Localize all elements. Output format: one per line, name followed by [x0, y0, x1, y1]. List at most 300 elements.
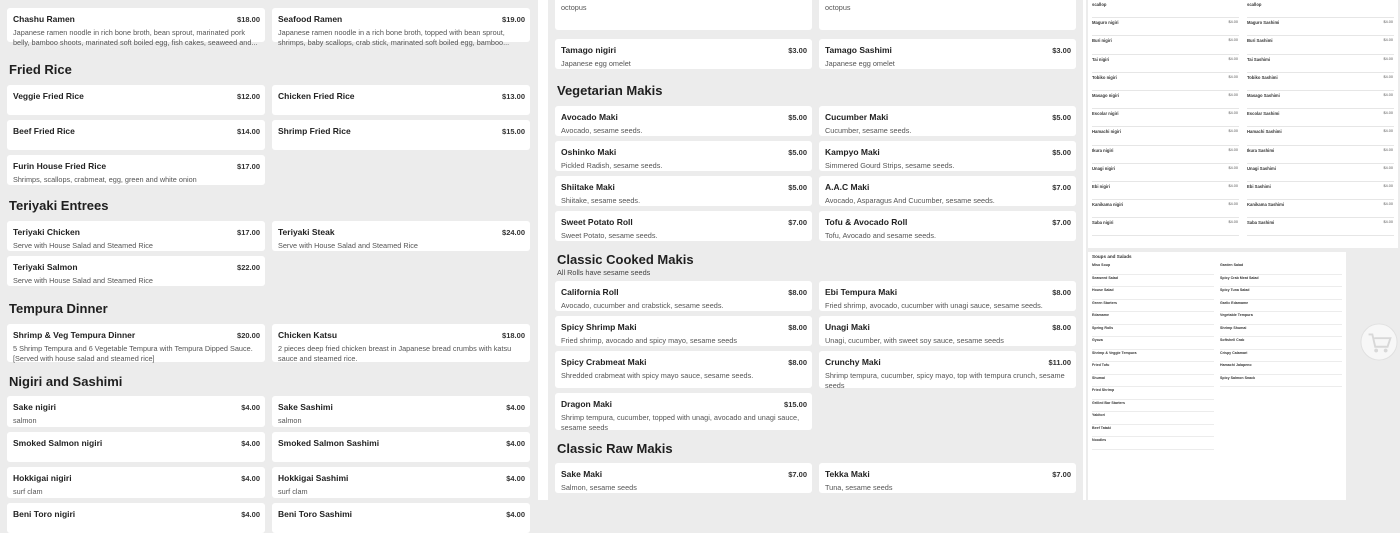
thumbnail-nigiri-sheet	[1088, 0, 1398, 248]
thumbnail-starter-item[interactable]	[1092, 375, 1214, 388]
item-desc: Serve with House Salad and Steamed Rice	[13, 276, 153, 285]
item-price: $17.00	[237, 162, 260, 171]
item-desc: Cucumber, sesame seeds.	[825, 126, 912, 135]
thumbnail-item-price: $4.00	[1228, 111, 1238, 116]
item-desc: Shrimp tempura, cucumber, topped with unagi, avocado and unagi sauce, sesame seeds	[561, 413, 800, 432]
item-name: Spicy Crabmeat Maki	[561, 357, 647, 367]
thumbnail-starter-item[interactable]	[1220, 350, 1342, 363]
thumbnail-starter-item[interactable]	[1092, 412, 1214, 425]
thumbnail-starter-item[interactable]	[1092, 437, 1214, 450]
section-title-teriyaki: Teriyaki Entrees	[9, 198, 109, 213]
thumbnail-item-name: scallop	[1247, 2, 1262, 7]
thumbnail-starter-name: Green Starters	[1092, 300, 1117, 305]
thumbnail-item-name: Ikura nigiri	[1092, 147, 1114, 153]
item-price: $19.00	[502, 15, 525, 24]
thumbnail-item[interactable]	[1092, 182, 1239, 200]
thumbnail-starter-item[interactable]	[1220, 337, 1342, 350]
item-desc: Shrimp tempura, cucumber, spicy mayo, top with tempura crunch, sesame seeds	[825, 371, 1065, 390]
thumbnail-item-name: scallop	[1092, 2, 1107, 7]
thumbnail-item[interactable]	[1247, 18, 1394, 36]
item-price: $8.00	[1052, 323, 1071, 332]
menu-item-card[interactable]	[7, 467, 265, 498]
thumbnail-item-price: $4.00	[1228, 74, 1238, 79]
item-price: $4.00	[506, 439, 525, 448]
thumbnail-item-name: Ikura Sashimi	[1247, 147, 1275, 153]
thumbnail-item-name: Escolar nigiri	[1092, 111, 1119, 117]
menu-item-card[interactable]	[555, 281, 812, 311]
item-desc: Unagi, cucumber, with sweet soy sauce, sesame seeds	[825, 336, 1004, 345]
menu-thumbnail-panel	[1086, 0, 1400, 500]
thumbnail-item-name: Tobiko nigiri	[1092, 74, 1117, 80]
thumbnail-starter-name: Spicy Tuna Salad	[1220, 288, 1250, 292]
menu-item-card[interactable]	[272, 120, 530, 150]
item-name: Crunchy Maki	[825, 357, 881, 367]
thumbnail-item[interactable]	[1092, 18, 1239, 36]
item-desc: Shiitake, sesame seeds.	[561, 196, 641, 205]
item-desc: surf clam	[13, 487, 43, 496]
item-desc: surf clam	[278, 487, 308, 496]
item-name: Tamago Sashimi	[825, 45, 892, 55]
thumbnail-item-name: Tobiko Sashimi	[1247, 74, 1278, 80]
section-title-nigiri: Nigiri and Sashimi	[9, 374, 123, 389]
menu-item-card[interactable]	[555, 141, 812, 171]
item-name: Dragon Maki	[561, 399, 613, 409]
thumbnail-item[interactable]	[1247, 218, 1394, 236]
thumbnail-item[interactable]	[1247, 55, 1394, 73]
item-name: Shrimp Fried Rice	[278, 126, 351, 136]
item-price: $18.00	[237, 15, 260, 24]
menu-item-card[interactable]	[7, 85, 265, 115]
section-title-fried-rice: Fried Rice	[9, 62, 72, 77]
thumbnail-item-name: Maguro Sashimi	[1247, 20, 1280, 26]
item-price: $5.00	[788, 113, 807, 122]
menu-item-card[interactable]	[7, 120, 265, 150]
tempura-grid	[7, 324, 530, 362]
thumbnail-item[interactable]	[1247, 182, 1394, 200]
thumbnail-section-title: Soups and Salads	[1092, 254, 1132, 259]
thumbnail-starter-name: Spicy Salmon Snack	[1220, 375, 1256, 380]
thumbnail-starter-item[interactable]	[1220, 312, 1342, 325]
section-title-raw: Classic Raw Makis	[557, 441, 673, 456]
item-desc: Tofu, Avocado and sesame seeds.	[825, 231, 937, 240]
thumbnail-item[interactable]	[1092, 36, 1239, 54]
thumbnail-starter-name: Shrimp Shumai	[1220, 325, 1247, 330]
thumbnail-item[interactable]	[1247, 36, 1394, 54]
menu-item-card[interactable]	[555, 0, 812, 30]
item-name: Teriyaki Chicken	[13, 227, 80, 237]
thumbnail-starter-name: Yakitori	[1092, 413, 1105, 417]
item-price: $4.00	[506, 510, 525, 519]
item-name: Ebi Tempura Maki	[825, 287, 898, 297]
menu-item-card[interactable]	[819, 351, 1076, 388]
thumbnail-item-name: Hamachi Sashimi	[1247, 129, 1282, 135]
menu-item-card[interactable]	[819, 176, 1076, 206]
thumbnail-starter-name: Fried Shrimp	[1092, 388, 1115, 392]
thumbnail-starter-item[interactable]	[1220, 275, 1342, 288]
thumbnail-item-price: $4.00	[1228, 165, 1238, 170]
thumbnail-starter-name: Grilled Bar Starters	[1092, 400, 1125, 405]
thumbnail-item-name: Buri Sashimi	[1247, 38, 1273, 44]
menu-item-card[interactable]	[555, 39, 812, 69]
item-name: Hokkigai Sashimi	[278, 473, 349, 483]
item-desc: Avocado, Asparagus And Cucumber, sesame seeds.	[825, 196, 995, 205]
item-price: $13.00	[502, 92, 525, 101]
item-desc: Japanese egg omelet	[825, 59, 895, 68]
thumbnail-starter-name: Shrimp & Veggie Tempura	[1092, 350, 1137, 355]
item-price: $20.00	[237, 331, 260, 340]
thumbnail-starter-name: Beef Tataki	[1092, 425, 1111, 430]
item-desc: Japanese ramen noodle in rich bone broth, bean sprout, marinated pork belly, bamboo shoots, marinated soft boiled egg, fish cakes, seaweed and...	[13, 28, 258, 47]
thumbnail-item-name: Kanikama Sashimi	[1247, 202, 1285, 208]
menu-item-card[interactable]	[7, 324, 265, 362]
item-price: $7.00	[788, 470, 807, 479]
thumbnail-starter-item[interactable]	[1220, 287, 1342, 300]
thumbnail-starter-item[interactable]	[1220, 325, 1342, 338]
item-name: Beni Toro nigiri	[13, 509, 76, 519]
item-desc: 2 pieces deep fried chicken breast in Japanese bread crumbs with katsu sauce and steamed rice.	[278, 344, 512, 363]
empty-card-slot	[819, 393, 1076, 430]
item-name: Beef Fried Rice	[13, 126, 75, 136]
item-price: $3.00	[788, 46, 807, 55]
menu-item-card[interactable]	[555, 351, 812, 388]
menu-item-card[interactable]	[555, 316, 812, 346]
item-price: $15.00	[784, 400, 807, 409]
section-title-cooked: Classic Cooked Makis	[557, 252, 694, 267]
menu-item-card[interactable]	[555, 106, 812, 136]
thumbnail-item-price: $4.00	[1383, 147, 1393, 152]
thumbnail-starter-item[interactable]	[1092, 350, 1214, 363]
item-name: Teriyaki Salmon	[13, 262, 78, 272]
item-desc: salmon	[13, 416, 37, 425]
thumbnail-item[interactable]	[1247, 91, 1394, 109]
thumbnail-item[interactable]	[1247, 146, 1394, 164]
thumbnail-item-name: Masago Sashimi	[1247, 92, 1280, 98]
item-price: $4.00	[241, 510, 260, 519]
thumbnail-item[interactable]	[1092, 73, 1239, 91]
menu-item-card[interactable]	[7, 8, 265, 47]
thumbnail-item-price: $4.00	[1228, 129, 1238, 134]
item-price: $18.00	[502, 331, 525, 340]
item-desc: Japanese ramen noodle in a rich bone broth, topped with bean sprout, shrimps, baby scallops, crab stick, marinated soft boiled egg, bamboo...	[278, 28, 510, 47]
item-name: Cucumber Maki	[825, 112, 889, 122]
thumbnail-starter-name: Softshell Crab	[1220, 338, 1245, 342]
thumbnail-starter-item[interactable]	[1092, 362, 1214, 375]
item-price: $15.00	[502, 127, 525, 136]
thumbnail-item-name: Ebi Sashimi	[1247, 183, 1271, 189]
item-desc: Pickled Radish, sesame seeds.	[561, 161, 663, 170]
menu-item-card[interactable]	[272, 467, 530, 498]
item-price: $5.00	[1052, 113, 1071, 122]
thumbnail-item[interactable]	[1247, 0, 1394, 18]
thumbnail-item[interactable]	[1247, 200, 1394, 218]
thumbnail-item[interactable]	[1092, 200, 1239, 218]
item-price: $7.00	[788, 218, 807, 227]
thumbnail-item-price: $4.00	[1383, 183, 1393, 188]
thumbnail-item-name: Kanikama nigiri	[1092, 202, 1124, 208]
thumbnail-item-price: $4.00	[1383, 111, 1393, 116]
thumbnail-item-price: $4.00	[1383, 92, 1393, 97]
item-name: Teriyaki Steak	[278, 227, 335, 237]
item-desc: Salmon, sesame seeds	[561, 483, 637, 492]
item-name: Chicken Fried Rice	[278, 91, 355, 101]
shopping-cart-icon[interactable]	[1360, 322, 1398, 362]
thumbnail-starter-item[interactable]	[1092, 337, 1214, 350]
thumbnail-starter-name: Noodles	[1092, 438, 1107, 442]
thumbnail-item-price: $4.00	[1228, 183, 1238, 188]
item-desc: Fried shrimp, avocado, cucumber with unagi sauce, sesame seeds.	[825, 301, 1043, 310]
item-desc: Serve with House Salad and Steamed Rice	[278, 241, 418, 250]
thumbnail-starter-name: Garlic Edamame	[1220, 300, 1249, 305]
menu-item-card[interactable]	[272, 85, 530, 115]
thumbnail-starter-item[interactable]	[1092, 400, 1214, 413]
thumbnail-item-price: $4.00	[1383, 220, 1393, 225]
thumbnail-item[interactable]	[1247, 127, 1394, 145]
menu-item-card[interactable]	[555, 393, 812, 430]
thumbnail-item-price: $4.00	[1228, 56, 1238, 61]
item-name: Smoked Salmon nigiri	[13, 438, 103, 448]
nigiri-grid	[7, 396, 530, 533]
thumbnail-item-name: Masago nigiri	[1092, 92, 1119, 98]
section-subtitle-cooked: All Rolls have sesame seeds	[557, 268, 651, 277]
item-desc: Japanese egg omelet	[561, 59, 631, 68]
thumbnail-starter-item[interactable]	[1092, 262, 1214, 275]
thumbnail-nigiri-rows	[1088, 0, 1398, 236]
menu-item-card[interactable]	[7, 432, 265, 462]
thumbnail-starter-item[interactable]	[1220, 300, 1342, 313]
item-price: $7.00	[1052, 218, 1071, 227]
menu-item-card[interactable]	[272, 432, 530, 462]
menu-item-card[interactable]	[272, 8, 530, 47]
ramen-grid	[7, 8, 530, 47]
thumbnail-starter-name: Shumai	[1092, 375, 1105, 380]
item-name: Tekka Maki	[825, 469, 870, 479]
thumbnail-item[interactable]	[1247, 164, 1394, 182]
item-name: Oshinko Maki	[561, 147, 617, 157]
thumbnail-starter-item[interactable]	[1220, 362, 1342, 375]
thumbnail-item-name: Saba nigiri	[1092, 220, 1114, 226]
menu-item-card[interactable]	[7, 256, 265, 286]
item-name: Furin House Fried Rice	[13, 161, 107, 171]
thumbnail-starter-item[interactable]	[1092, 325, 1214, 338]
menu-item-card[interactable]	[819, 106, 1076, 136]
panel-divider-left	[538, 0, 548, 500]
item-name: Seafood Ramen	[278, 14, 343, 24]
thumbnail-item-price: $4.00	[1228, 38, 1238, 43]
item-name: Avocado Maki	[561, 112, 618, 122]
menu-item-card[interactable]	[819, 211, 1076, 241]
menu-item-card[interactable]	[555, 463, 812, 493]
item-name: Shiitake Maki	[561, 182, 615, 192]
item-desc: Shrimps, scallops, crabmeat, egg, green and white onion	[13, 175, 197, 184]
menu-item-card[interactable]	[555, 176, 812, 206]
menu-panel-middle	[548, 0, 1083, 500]
item-price: $8.00	[788, 288, 807, 297]
vegetarian-grid	[555, 106, 1076, 241]
item-price: $3.00	[1052, 46, 1071, 55]
menu-item-card[interactable]	[819, 141, 1076, 171]
item-desc: Shredded crabmeat with spicy mayo sauce, sesame seeds.	[561, 371, 754, 380]
thumbnail-item-price: $4.00	[1383, 74, 1393, 79]
item-name: Veggie Fried Rice	[13, 91, 84, 101]
thumbnail-item[interactable]	[1092, 91, 1239, 109]
item-name: Hokkigai nigiri	[13, 473, 72, 483]
cooked-grid	[555, 281, 1076, 430]
item-name: Sake nigiri	[13, 402, 56, 412]
item-desc: 5 Shrimp Tempura and 6 Vegetable Tempura with Tempura Dipped Sauce. [Served with house salad and steamed rice]	[13, 344, 253, 363]
thumbnail-item-name: Ebi nigiri	[1092, 183, 1110, 189]
item-price: $22.00	[237, 263, 260, 272]
item-price: $11.00	[1048, 358, 1071, 367]
menu-item-card[interactable]	[819, 316, 1076, 346]
thumbnail-starter-name: House Salad	[1092, 288, 1114, 292]
teriyaki-grid	[7, 221, 530, 286]
thumbnail-item[interactable]	[1092, 127, 1239, 145]
thumbnail-starter-name: Hamachi Jalapeno	[1220, 363, 1252, 367]
item-name: Spicy Shrimp Maki	[561, 322, 637, 332]
nigiri-continued-grid	[555, 0, 1076, 69]
thumbnail-item[interactable]	[1092, 55, 1239, 73]
item-price: $24.00	[502, 228, 525, 237]
item-price: $8.00	[788, 358, 807, 367]
thumbnail-item-name: Tai nigiri	[1092, 56, 1110, 62]
thumbnail-item-price: $4.00	[1383, 129, 1393, 134]
item-name: Beni Toro Sashimi	[278, 509, 352, 519]
thumbnail-item-name: Saba Sashimi	[1247, 220, 1275, 226]
item-name: Tamago nigiri	[561, 45, 617, 55]
item-price: $5.00	[788, 183, 807, 192]
thumbnail-starters-sheet	[1088, 252, 1346, 500]
thumbnail-starter-item[interactable]	[1092, 387, 1214, 400]
thumbnail-item[interactable]	[1247, 73, 1394, 91]
item-price: $5.00	[788, 148, 807, 157]
thumbnail-item-price: $4.00	[1383, 56, 1393, 61]
menu-item-card[interactable]	[272, 324, 530, 362]
thumbnail-item[interactable]	[1092, 146, 1239, 164]
thumbnail-starter-name: Vegetable Tempura	[1220, 313, 1253, 317]
thumbnail-item-price: $4.00	[1228, 220, 1238, 225]
thumbnail-starter-item[interactable]	[1092, 425, 1214, 438]
menu-item-card[interactable]	[7, 396, 265, 427]
item-price: $4.00	[506, 403, 525, 412]
menu-item-card[interactable]	[272, 396, 530, 427]
thumbnail-item-price: $4.00	[1383, 38, 1393, 43]
item-price: $4.00	[506, 474, 525, 483]
thumbnail-starter-item[interactable]	[1220, 262, 1342, 275]
thumbnail-starter-item[interactable]	[1092, 300, 1214, 313]
item-name: Shrimp & Veg Tempura Dinner	[13, 330, 136, 340]
item-price: $17.00	[237, 228, 260, 237]
thumbnail-starter-name: Edamame	[1092, 313, 1109, 317]
item-name: Sweet Potato Roll	[561, 217, 633, 227]
item-price: $7.00	[1052, 470, 1071, 479]
menu-item-card[interactable]	[819, 39, 1076, 69]
item-desc: Serve with House Salad and Steamed Rice	[13, 241, 153, 250]
thumbnail-item[interactable]	[1092, 109, 1239, 127]
thumbnail-item-name: Buri nigiri	[1092, 38, 1112, 44]
item-name: Unagi Maki	[825, 322, 870, 332]
thumbnail-starter-name: Fried Tofu	[1092, 363, 1110, 367]
menu-item-card[interactable]	[7, 221, 265, 251]
fried-rice-grid	[7, 85, 530, 185]
thumbnail-starter-item[interactable]	[1092, 312, 1214, 325]
item-price: $12.00	[237, 92, 260, 101]
item-price: $4.00	[241, 439, 260, 448]
menu-item-card[interactable]	[272, 221, 530, 251]
thumbnail-item[interactable]	[1092, 218, 1239, 236]
item-price: $8.00	[788, 323, 807, 332]
thumbnail-starter-name: Spicy Crab Meat Salad	[1220, 275, 1259, 280]
item-desc: octopus	[825, 3, 851, 12]
item-name: California Roll	[561, 287, 619, 297]
item-name: Smoked Salmon Sashimi	[278, 438, 380, 448]
thumbnail-starter-name: Spring Rolls	[1092, 325, 1114, 330]
menu-panel-left	[0, 0, 537, 519]
thumbnail-starters-left	[1092, 262, 1214, 450]
thumbnail-item-price: $4.00	[1228, 147, 1238, 152]
item-name: A.A.C Maki	[825, 182, 870, 192]
item-desc: Simmered Gourd Strips, sesame seeds.	[825, 161, 955, 170]
section-title-tempura: Tempura Dinner	[9, 301, 108, 316]
menu-item-card[interactable]	[272, 503, 530, 533]
thumbnail-starter-item[interactable]	[1092, 287, 1214, 300]
item-price: $14.00	[237, 127, 260, 136]
raw-grid	[555, 463, 1076, 493]
thumbnail-item-name: Unagi Sashimi	[1247, 165, 1276, 171]
thumbnail-item-price: $4.00	[1228, 92, 1238, 97]
thumbnail-item-price: $4.00	[1228, 202, 1238, 207]
item-name: Chicken Katsu	[278, 330, 338, 340]
thumbnail-item-name: Maguro nigiri	[1092, 20, 1119, 26]
item-name: Chashu Ramen	[13, 14, 75, 24]
thumbnail-item-price: $4.00	[1383, 202, 1393, 207]
thumbnail-starter-item[interactable]	[1092, 275, 1214, 288]
menu-item-card[interactable]	[7, 155, 265, 185]
thumbnail-item[interactable]	[1247, 109, 1394, 127]
item-desc: Tuna, sesame seeds	[825, 483, 893, 492]
item-price: $8.00	[1052, 288, 1071, 297]
item-name: Sake Maki	[561, 469, 603, 479]
item-desc: Fried shrimp, avocado and spicy mayo, sesame seeds	[561, 336, 738, 345]
thumbnail-item-name: Tai Sashimi	[1247, 56, 1270, 62]
menu-item-card[interactable]	[819, 281, 1076, 311]
thumbnail-item[interactable]	[1092, 164, 1239, 182]
item-desc: octopus	[561, 3, 587, 12]
thumbnail-item-name: Escolar Sashimi	[1247, 111, 1280, 117]
item-name: Sake Sashimi	[278, 402, 333, 412]
item-price: $7.00	[1052, 183, 1071, 192]
item-desc: Avocado, cucumber and crabstick, sesame seeds.	[561, 301, 724, 310]
item-desc: Sweet Potato, sesame seeds.	[561, 231, 658, 240]
item-desc: salmon	[278, 416, 302, 425]
thumbnail-item[interactable]	[1092, 0, 1239, 18]
item-price: $4.00	[241, 403, 260, 412]
thumbnail-starter-name: Crispy Calamari	[1220, 350, 1248, 355]
thumbnail-starter-name: Gyoza	[1092, 338, 1103, 342]
menu-item-card[interactable]	[555, 211, 812, 241]
thumbnail-starter-name: Garden Salad	[1220, 263, 1244, 267]
item-name: Kampyo Maki	[825, 147, 880, 157]
menu-item-card[interactable]	[819, 0, 1076, 30]
thumbnail-item-price: $4.00	[1383, 165, 1393, 170]
item-price: $5.00	[1052, 148, 1071, 157]
thumbnail-item-name: Hamachi nigiri	[1092, 129, 1121, 135]
item-name: Tofu & Avocado Roll	[825, 217, 908, 227]
thumbnail-starter-item[interactable]	[1220, 375, 1342, 388]
menu-item-card[interactable]	[819, 463, 1076, 493]
menu-item-card[interactable]	[7, 503, 265, 533]
item-desc: Avocado, sesame seeds.	[561, 126, 643, 135]
thumbnail-starters-grid	[1092, 262, 1342, 450]
